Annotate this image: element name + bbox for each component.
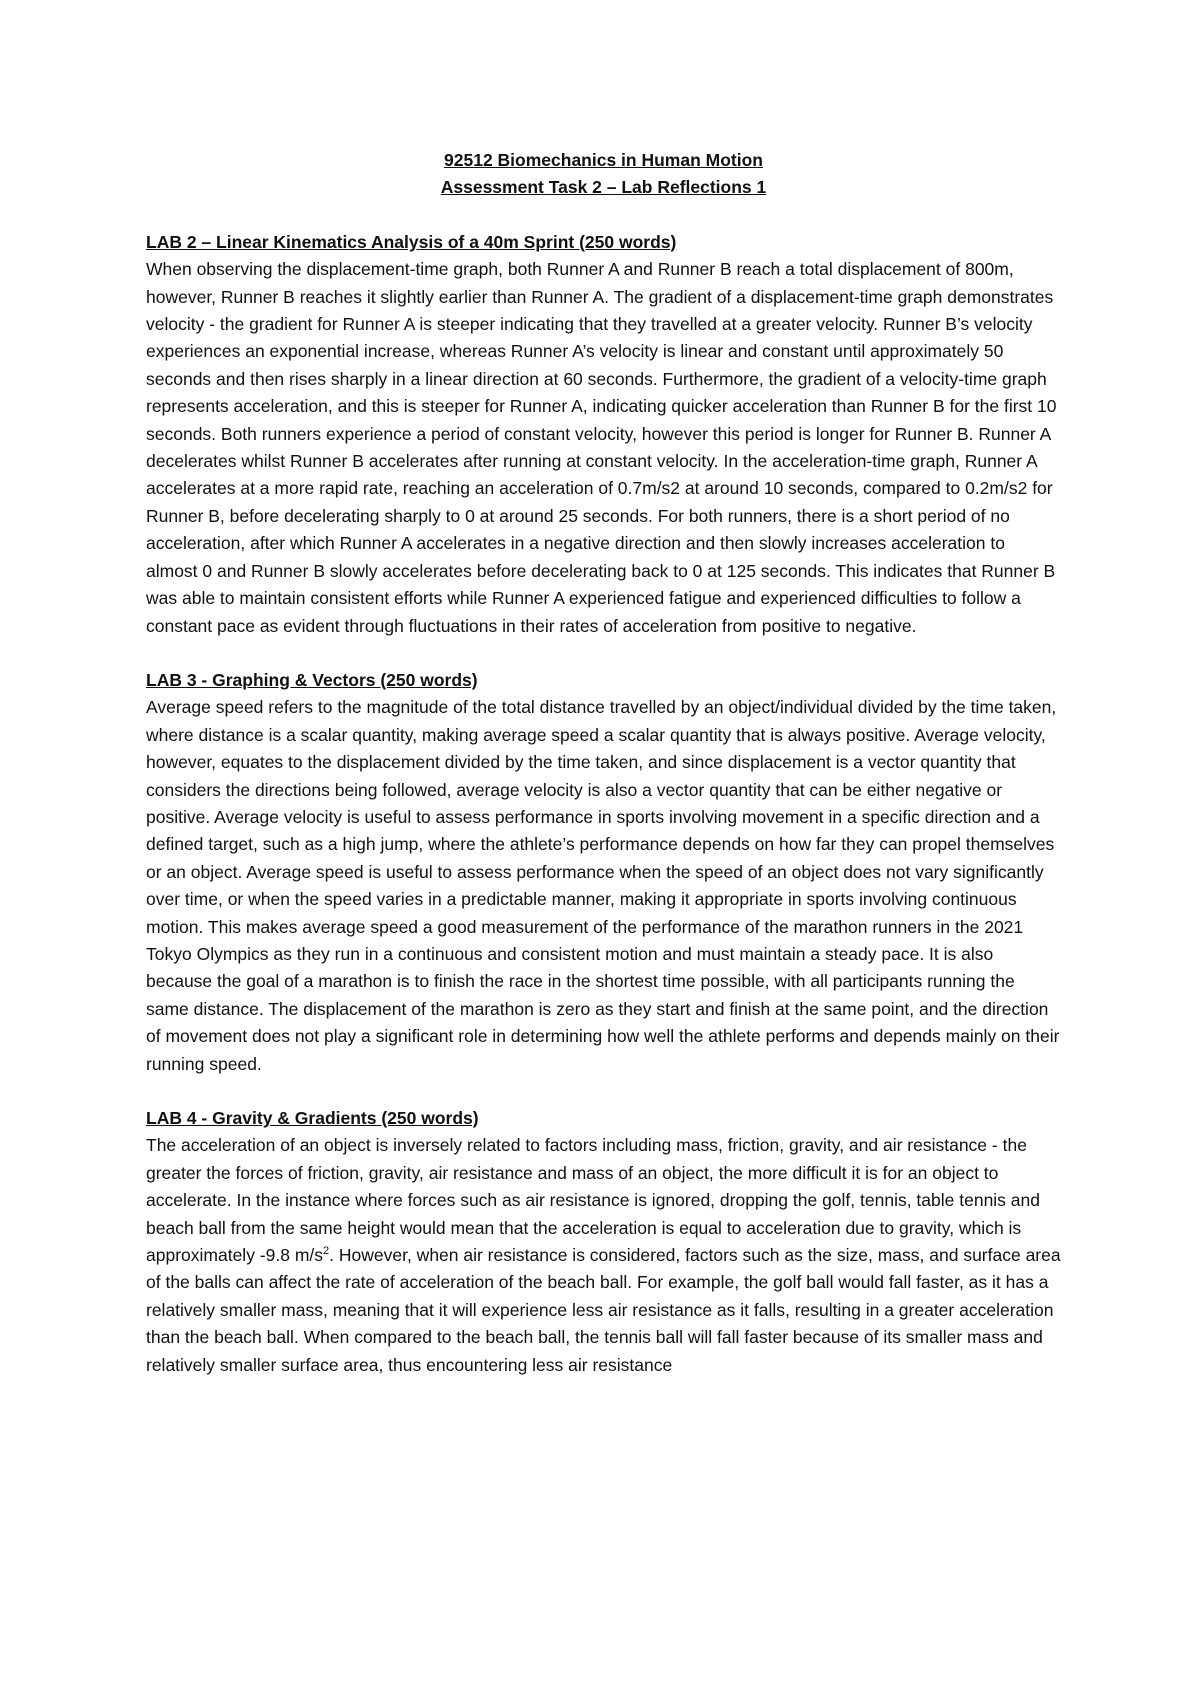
document-page (146, 147, 1061, 1406)
section-heading-lab-4: LAB 4 - Gravity & Gradients (250 words) (146, 1108, 479, 1128)
section-lab-2 (146, 229, 1061, 640)
section-body-lab-4 (146, 1132, 1061, 1379)
section-body-lab-4-part-2: . However, when air resistance is considered, factors such as the size, mass, and surface area of the balls can affect the rate of acceleration of the beach ball. For example, the golf ball would fall faster, as it has a relatively smaller mass, meaning that it will experience less air resistance as it falls, resulting in a greater acceleration than the beach ball. When compared to the beach ball, the tennis ball will fall faster because of its smaller mass and relatively smaller surface area, thus encountering less air resistance (146, 1245, 1061, 1375)
section-body-lab-2: When observing the displacement-time graph, both Runner A and Runner B reach a total displacement of 800m, however, Runner B reaches it slightly earlier than Runner A. The gradient of a displacement-time graph demonstrates velocity - the gradient for Runner A is steeper indicating that they travelled at a greater velocity. Runner B’s velocity experiences an exponential increase, whereas Runner A’s velocity is linear and constant until approximately 50 seconds and then rises sharply in a linear direction at 60 seconds. Furthermore, the gradient of a velocity-time graph represents acceleration, and this is steeper for Runner A, indicating quicker acceleration than Runner B for the first 10 seconds. Both runners experience a period of constant velocity, however this period is longer for Runner B. Runner A decelerates whilst Runner B accelerates after running at constant velocity. In the acceleration-time graph, Runner A accelerates at a more rapid rate, reaching an acceleration of 0.7m/s2 at around 10 seconds, compared to 0.2m/s2 for Runner B, before decelerating sharply to 0 at around 25 seconds. For both runners, there is a short period of no acceleration, after which Runner A accelerates in a negative direction and then slowly increases acceleration to almost 0 and Runner B slowly accelerates before decelerating back to 0 at 125 seconds. This indicates that Runner B was able to maintain consistent efforts while Runner A experienced fatigue and experienced difficulties to follow a constant pace as evident through fluctuations in their rates of acceleration from positive to negative. (146, 259, 1057, 636)
section-body-lab-3: Average speed refers to the magnitude of the total distance travelled by an object/individual divided by the time taken, where distance is a scalar quantity, making average speed a scalar quantity that is always positive. Average velocity, however, equates to the displacement divided by the time taken, and since displacement is a vector quantity that considers the directions being followed, average velocity is also a vector quantity that can be either negative or positive. Average velocity is useful to assess performance in sports involving movement in a specific direction and a defined target, such as a high jump, where the athlete’s performance depends on how far they can propel themselves or an object. Average speed is useful to assess performance when the speed of an object does not vary significantly over time, or when the speed varies in a predictable manner, making it appropriate in sports involving continuous motion. This makes average speed a good measurement of the performance of the marathon runners in the 2021 Tokyo Olympics as they run in a continuous and consistent motion and must maintain a steady pace. It is also because the goal of a marathon is to finish the race in the shortest time possible, with all participants running the same distance. The displacement of the marathon is zero as they start and finish at the same point, and the direction of movement does not play a significant role in determining how well the athlete performs and depends mainly on their running speed. (146, 697, 1060, 1074)
section-body-lab-4-part-1: The acceleration of an object is inversely related to factors including mass, friction, gravity, and air resistance - the greater the forces of friction, gravity, air resistance and mass of an object, the more difficult it is for an object to accelerate. In the instance where forces such as air resistance is ignored, dropping the golf, tennis, table tennis and beach ball from the same height would mean that the acceleration is equal to acceleration due to gravity, which is approximately -9.8 m/s (146, 1135, 1040, 1266)
superscript-exponent: 2 (323, 1245, 330, 1258)
section-lab-3 (146, 667, 1061, 1078)
document-header (146, 147, 1061, 202)
assessment-title: Assessment Task 2 – Lab Reflections 1 (440, 177, 767, 198)
course-title: 92512 Biomechanics in Human Motion (444, 150, 763, 170)
section-lab-4 (146, 1105, 1061, 1379)
section-heading-lab-2: LAB 2 – Linear Kinematics Analysis of a 40m Sprint (250 words) (146, 231, 677, 252)
section-heading-lab-3: LAB 3 - Graphing & Vectors (250 words) (146, 669, 478, 690)
